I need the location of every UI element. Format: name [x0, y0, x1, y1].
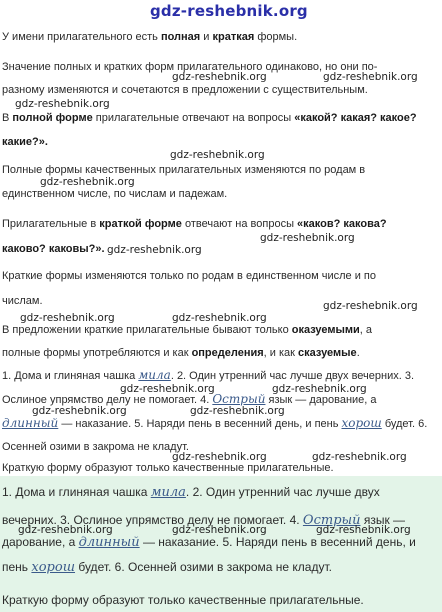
watermark: gdz-reshebnik.org	[170, 149, 265, 161]
rule-text-line: Прилагательные в краткой форме отвечают на вопросы «каков? какова?	[2, 218, 387, 230]
answer-block	[0, 476, 442, 612]
rule-text-line: разному изменяются и сочетаются в предложении с существительным.	[2, 84, 368, 96]
watermark: gdz-reshebnik.org	[172, 524, 267, 536]
watermark: gdz-reshebnik.org	[260, 232, 355, 244]
watermark: gdz-reshebnik.org	[20, 312, 115, 324]
watermark: gdz-reshebnik.org	[15, 98, 110, 110]
watermark: gdz-reshebnik.org	[107, 244, 202, 256]
exercise-line: Краткую форму образуют только качественные прилагательные.	[2, 462, 334, 474]
watermark: gdz-reshebnik.org	[32, 405, 127, 417]
watermark: gdz-reshebnik.org	[172, 71, 267, 83]
answer-line: 1. Дома и глиняная чашка мила. 2. Один утренний час лучше двух	[2, 485, 380, 500]
watermark: gdz-reshebnik.org	[323, 71, 418, 83]
rule-text-line: полные формы употребляются и как определения, и как сказуемые.	[2, 347, 360, 359]
rule-text-line: В предложении краткие прилагательные бывают только оказуемыми, а	[2, 324, 373, 336]
rule-text-line: В полной форме прилагательные отвечают на вопросы «какой? какая? какое?	[2, 112, 417, 124]
watermark: gdz-reshebnik.org	[172, 312, 267, 324]
watermark: gdz-reshebnik.org	[172, 451, 267, 463]
rule-text-line: какие?».	[2, 136, 48, 148]
rule-text-line: числам.	[2, 295, 43, 307]
rule-text-line: Значение полных и кратких форм прилагательного одинаково, но они по-	[2, 61, 378, 73]
watermark: gdz-reshebnik.org	[120, 383, 215, 395]
exercise-line: Ослиное упрямство делу не помогает. 4. Острый язык — дарование, а	[2, 392, 377, 406]
watermark: gdz-reshebnik.org	[18, 524, 113, 536]
intro-text: У имени прилагательного есть полная и краткая формы.	[2, 31, 298, 43]
answer-line: дарование, а длинный — наказание. 5. Наряди пень в весенний день, и	[2, 535, 416, 550]
rule-text-line: единственном числе, по числам и падежам.	[2, 188, 228, 200]
rule-text-line: Полные формы качественных прилагательных изменяются по родам в	[2, 164, 366, 176]
watermark: gdz-reshebnik.org	[40, 176, 135, 188]
exercise-line: 1. Дома и глиняная чашка мила. 2. Один утренний час лучше двух вечерних. 3.	[2, 368, 415, 382]
answer-line: вечерних. 3. Ослиное упрямство делу не помогает. 4. Острый язык —	[2, 513, 406, 528]
watermark: gdz-reshebnik.org	[323, 300, 418, 312]
watermark: gdz-reshebnik.org	[272, 383, 367, 395]
site-watermark-title: gdz-reshebnik.org	[150, 2, 308, 20]
rule-text-line: каково? каковы?».	[2, 243, 105, 255]
watermark: gdz-reshebnik.org	[190, 405, 285, 417]
exercise-line: Осенней озими в закрома не кладут.	[2, 441, 189, 453]
answer-line: пень хорош будет. 6. Осенней озими в закрома не кладут.	[2, 560, 332, 575]
watermark: gdz-reshebnik.org	[312, 451, 407, 463]
rule-text-line: Краткие формы изменяются только по родам в единственном числе и по	[2, 270, 376, 282]
exercise-line: длинный — наказание. 5. Наряди пень в весенний день, и пень хорош будет. 6.	[2, 416, 428, 430]
watermark: gdz-reshebnik.org	[316, 524, 411, 536]
answer-line: Краткую форму образуют только качественные прилагательные.	[2, 593, 364, 607]
